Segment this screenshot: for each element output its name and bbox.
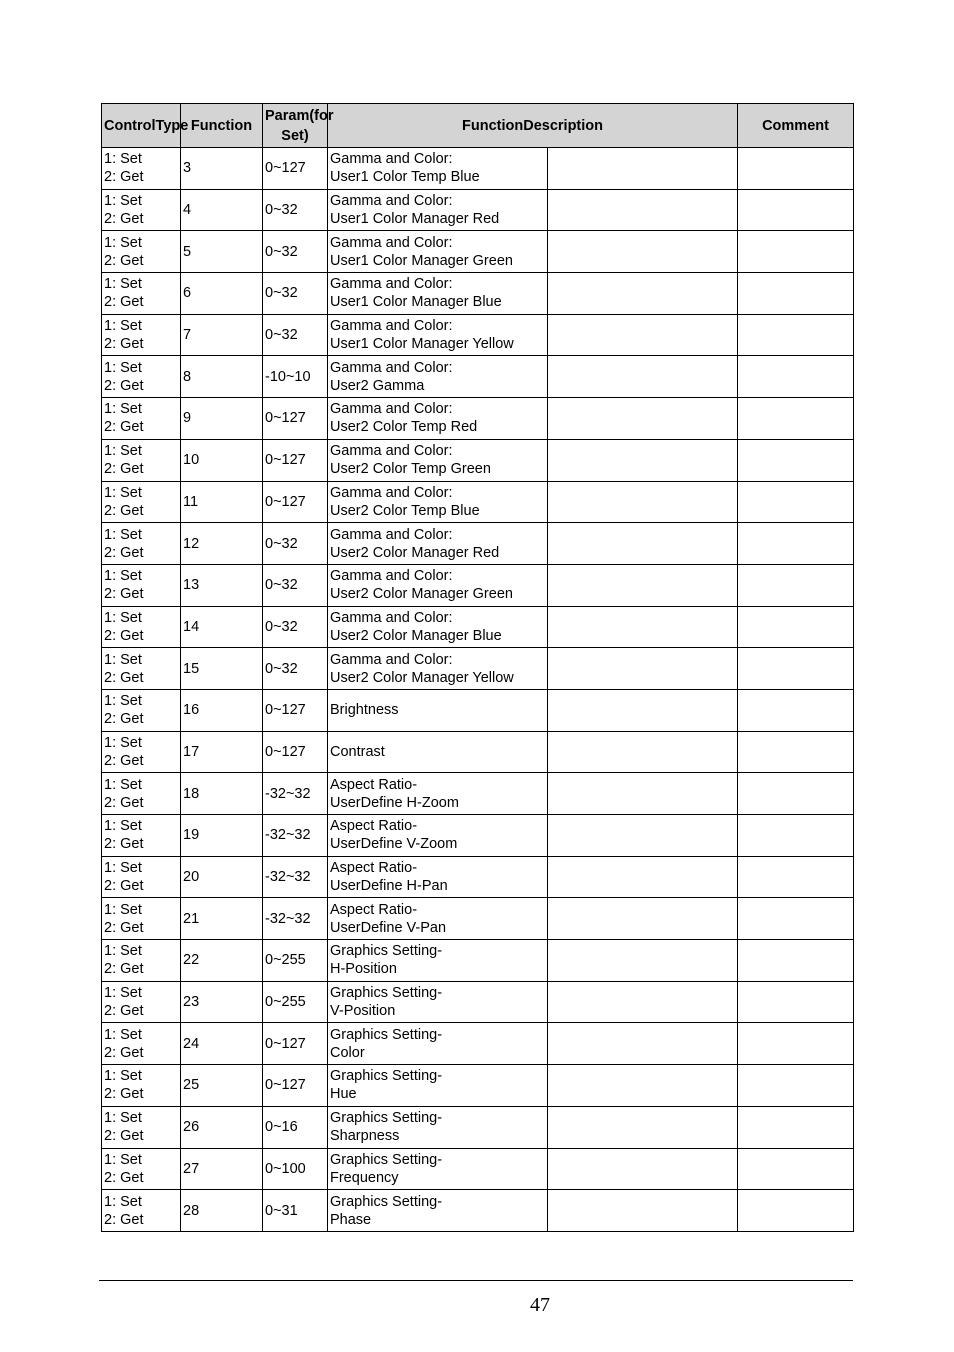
cell-comment	[738, 898, 854, 940]
cell-function: 9	[181, 398, 263, 440]
cell-comment	[738, 773, 854, 815]
cell-description: Contrast	[328, 731, 548, 773]
cell-description-extra	[548, 1023, 738, 1065]
cell-comment	[738, 1106, 854, 1148]
cell-comment	[738, 231, 854, 273]
cell-control-type: 1: Set 2: Get	[102, 1106, 181, 1148]
table-row	[102, 231, 854, 273]
cell-function: 6	[181, 273, 263, 315]
cell-control-type: 1: Set 2: Get	[102, 481, 181, 523]
cell-comment	[738, 1190, 854, 1232]
cell-comment	[738, 189, 854, 231]
table-header-row	[102, 104, 854, 148]
cell-comment	[738, 856, 854, 898]
header-control-type: ControlType	[102, 104, 181, 148]
cell-description-extra	[548, 773, 738, 815]
cell-param: 0~32	[263, 273, 328, 315]
cell-description-extra	[548, 273, 738, 315]
cell-comment	[738, 731, 854, 773]
cell-description-extra	[548, 731, 738, 773]
cell-description: Graphics Setting- Frequency	[328, 1148, 548, 1190]
cell-param: 0~127	[263, 439, 328, 481]
table-row	[102, 856, 854, 898]
cell-param: 0~32	[263, 523, 328, 565]
cell-description-extra	[548, 1106, 738, 1148]
table-row	[102, 273, 854, 315]
cell-description: Gamma and Color: User1 Color Manager Red	[328, 189, 548, 231]
cell-description: Aspect Ratio- UserDefine H-Pan	[328, 856, 548, 898]
table-row	[102, 731, 854, 773]
table-row	[102, 773, 854, 815]
cell-param: 0~127	[263, 481, 328, 523]
cell-param: 0~32	[263, 648, 328, 690]
cell-control-type: 1: Set 2: Get	[102, 1065, 181, 1107]
cell-param: 0~32	[263, 606, 328, 648]
table-row	[102, 148, 854, 190]
table-row	[102, 481, 854, 523]
cell-function: 18	[181, 773, 263, 815]
cell-comment	[738, 606, 854, 648]
cell-function: 14	[181, 606, 263, 648]
cell-comment	[738, 940, 854, 982]
cell-control-type: 1: Set 2: Get	[102, 898, 181, 940]
cell-description: Brightness	[328, 689, 548, 731]
cell-control-type: 1: Set 2: Get	[102, 981, 181, 1023]
cell-function: 17	[181, 731, 263, 773]
cell-control-type: 1: Set 2: Get	[102, 773, 181, 815]
cell-comment	[738, 481, 854, 523]
cell-comment	[738, 564, 854, 606]
cell-control-type: 1: Set 2: Get	[102, 648, 181, 690]
cell-param: -32~32	[263, 856, 328, 898]
cell-function: 26	[181, 1106, 263, 1148]
cell-control-type: 1: Set 2: Get	[102, 731, 181, 773]
cell-control-type: 1: Set 2: Get	[102, 940, 181, 982]
cell-description: Gamma and Color: User2 Color Manager Blue	[328, 606, 548, 648]
table-row	[102, 189, 854, 231]
cell-description: Graphics Setting- V-Position	[328, 981, 548, 1023]
cell-function: 21	[181, 898, 263, 940]
cell-function: 23	[181, 981, 263, 1023]
cell-comment	[738, 689, 854, 731]
table-row	[102, 1148, 854, 1190]
cell-description: Gamma and Color: User2 Gamma	[328, 356, 548, 398]
cell-control-type: 1: Set 2: Get	[102, 564, 181, 606]
cell-description: Graphics Setting- Phase	[328, 1190, 548, 1232]
cell-control-type: 1: Set 2: Get	[102, 314, 181, 356]
cell-param: 0~127	[263, 1023, 328, 1065]
table-row	[102, 940, 854, 982]
cell-description: Graphics Setting- Color	[328, 1023, 548, 1065]
cell-function: 8	[181, 356, 263, 398]
table-row	[102, 648, 854, 690]
header-param: Param(for Set)	[263, 104, 328, 148]
cell-description: Gamma and Color: User2 Color Temp Green	[328, 439, 548, 481]
cell-control-type: 1: Set 2: Get	[102, 815, 181, 857]
header-function: Function	[181, 104, 263, 148]
cell-control-type: 1: Set 2: Get	[102, 439, 181, 481]
cell-function: 28	[181, 1190, 263, 1232]
table-row	[102, 606, 854, 648]
cell-control-type: 1: Set 2: Get	[102, 356, 181, 398]
cell-comment	[738, 1023, 854, 1065]
cell-description: Gamma and Color: User1 Color Temp Blue	[328, 148, 548, 190]
table-row	[102, 1106, 854, 1148]
table-row	[102, 314, 854, 356]
cell-description: Aspect Ratio- UserDefine V-Pan	[328, 898, 548, 940]
cell-description-extra	[548, 481, 738, 523]
command-table	[101, 103, 854, 1232]
cell-control-type: 1: Set 2: Get	[102, 523, 181, 565]
cell-description-extra	[548, 898, 738, 940]
cell-description-extra	[548, 356, 738, 398]
cell-description: Gamma and Color: User1 Color Manager Yellow	[328, 314, 548, 356]
cell-comment	[738, 273, 854, 315]
cell-description: Gamma and Color: User1 Color Manager Blue	[328, 273, 548, 315]
page-number: 47	[530, 1294, 550, 1316]
cell-function: 27	[181, 1148, 263, 1190]
cell-description-extra	[548, 940, 738, 982]
cell-description: Graphics Setting- Sharpness	[328, 1106, 548, 1148]
cell-description: Gamma and Color: User2 Color Temp Red	[328, 398, 548, 440]
table-row	[102, 1065, 854, 1107]
table-row	[102, 439, 854, 481]
cell-param: 0~127	[263, 689, 328, 731]
cell-description-extra	[548, 1190, 738, 1232]
cell-description: Graphics Setting- Hue	[328, 1065, 548, 1107]
cell-description-extra	[548, 1148, 738, 1190]
cell-control-type: 1: Set 2: Get	[102, 606, 181, 648]
cell-function: 19	[181, 815, 263, 857]
cell-function: 16	[181, 689, 263, 731]
header-function-description: FunctionDescription	[328, 104, 738, 148]
cell-param: 0~255	[263, 940, 328, 982]
cell-comment	[738, 648, 854, 690]
cell-control-type: 1: Set 2: Get	[102, 273, 181, 315]
cell-param: 0~32	[263, 314, 328, 356]
table-row	[102, 815, 854, 857]
cell-control-type: 1: Set 2: Get	[102, 856, 181, 898]
cell-param: 0~127	[263, 398, 328, 440]
cell-control-type: 1: Set 2: Get	[102, 231, 181, 273]
cell-description: Gamma and Color: User2 Color Manager Green	[328, 564, 548, 606]
table-row	[102, 981, 854, 1023]
cell-description-extra	[548, 564, 738, 606]
table-row	[102, 398, 854, 440]
header-comment: Comment	[738, 104, 854, 148]
table-row	[102, 1190, 854, 1232]
cell-comment	[738, 981, 854, 1023]
table-body	[102, 148, 854, 1232]
cell-description: Gamma and Color: User1 Color Manager Green	[328, 231, 548, 273]
cell-param: -32~32	[263, 815, 328, 857]
cell-param: 0~16	[263, 1106, 328, 1148]
cell-description-extra	[548, 398, 738, 440]
cell-param: 0~32	[263, 231, 328, 273]
cell-control-type: 1: Set 2: Get	[102, 398, 181, 440]
cell-param: 0~100	[263, 1148, 328, 1190]
cell-comment	[738, 314, 854, 356]
cell-param: 0~127	[263, 731, 328, 773]
cell-function: 4	[181, 189, 263, 231]
cell-comment	[738, 439, 854, 481]
cell-description-extra	[548, 606, 738, 648]
cell-control-type: 1: Set 2: Get	[102, 1023, 181, 1065]
cell-function: 25	[181, 1065, 263, 1107]
cell-function: 13	[181, 564, 263, 606]
cell-description: Graphics Setting- H-Position	[328, 940, 548, 982]
cell-function: 3	[181, 148, 263, 190]
cell-comment	[738, 1148, 854, 1190]
table-row	[102, 564, 854, 606]
cell-function: 7	[181, 314, 263, 356]
cell-param: 0~32	[263, 189, 328, 231]
cell-function: 24	[181, 1023, 263, 1065]
cell-param: -32~32	[263, 773, 328, 815]
cell-description-extra	[548, 231, 738, 273]
cell-control-type: 1: Set 2: Get	[102, 689, 181, 731]
cell-function: 10	[181, 439, 263, 481]
cell-description-extra	[548, 314, 738, 356]
cell-description-extra	[548, 523, 738, 565]
cell-control-type: 1: Set 2: Get	[102, 1190, 181, 1232]
table-row	[102, 356, 854, 398]
cell-comment	[738, 356, 854, 398]
cell-description-extra	[548, 1065, 738, 1107]
cell-param: -32~32	[263, 898, 328, 940]
cell-comment	[738, 523, 854, 565]
cell-description: Gamma and Color: User2 Color Manager Yellow	[328, 648, 548, 690]
cell-description-extra	[548, 439, 738, 481]
cell-description: Aspect Ratio- UserDefine H-Zoom	[328, 773, 548, 815]
cell-param: 0~255	[263, 981, 328, 1023]
cell-comment	[738, 815, 854, 857]
cell-control-type: 1: Set 2: Get	[102, 189, 181, 231]
cell-param: 0~31	[263, 1190, 328, 1232]
cell-function: 22	[181, 940, 263, 982]
cell-description: Gamma and Color: User2 Color Manager Red	[328, 523, 548, 565]
table-row	[102, 1023, 854, 1065]
cell-description-extra	[548, 981, 738, 1023]
cell-description: Gamma and Color: User2 Color Temp Blue	[328, 481, 548, 523]
cell-control-type: 1: Set 2: Get	[102, 1148, 181, 1190]
cell-comment	[738, 148, 854, 190]
cell-description-extra	[548, 856, 738, 898]
cell-description-extra	[548, 148, 738, 190]
cell-comment	[738, 398, 854, 440]
cell-description-extra	[548, 815, 738, 857]
cell-description-extra	[548, 689, 738, 731]
cell-function: 15	[181, 648, 263, 690]
cell-function: 20	[181, 856, 263, 898]
cell-param: 0~127	[263, 148, 328, 190]
cell-description: Aspect Ratio- UserDefine V-Zoom	[328, 815, 548, 857]
table-row	[102, 523, 854, 565]
cell-description-extra	[548, 648, 738, 690]
cell-control-type: 1: Set 2: Get	[102, 148, 181, 190]
cell-comment	[738, 1065, 854, 1107]
cell-param: 0~32	[263, 564, 328, 606]
table-row	[102, 898, 854, 940]
cell-description-extra	[548, 189, 738, 231]
cell-function: 5	[181, 231, 263, 273]
cell-param: 0~127	[263, 1065, 328, 1107]
table-row	[102, 689, 854, 731]
cell-function: 12	[181, 523, 263, 565]
cell-param: -10~10	[263, 356, 328, 398]
footer-divider	[99, 1280, 853, 1281]
cell-function: 11	[181, 481, 263, 523]
